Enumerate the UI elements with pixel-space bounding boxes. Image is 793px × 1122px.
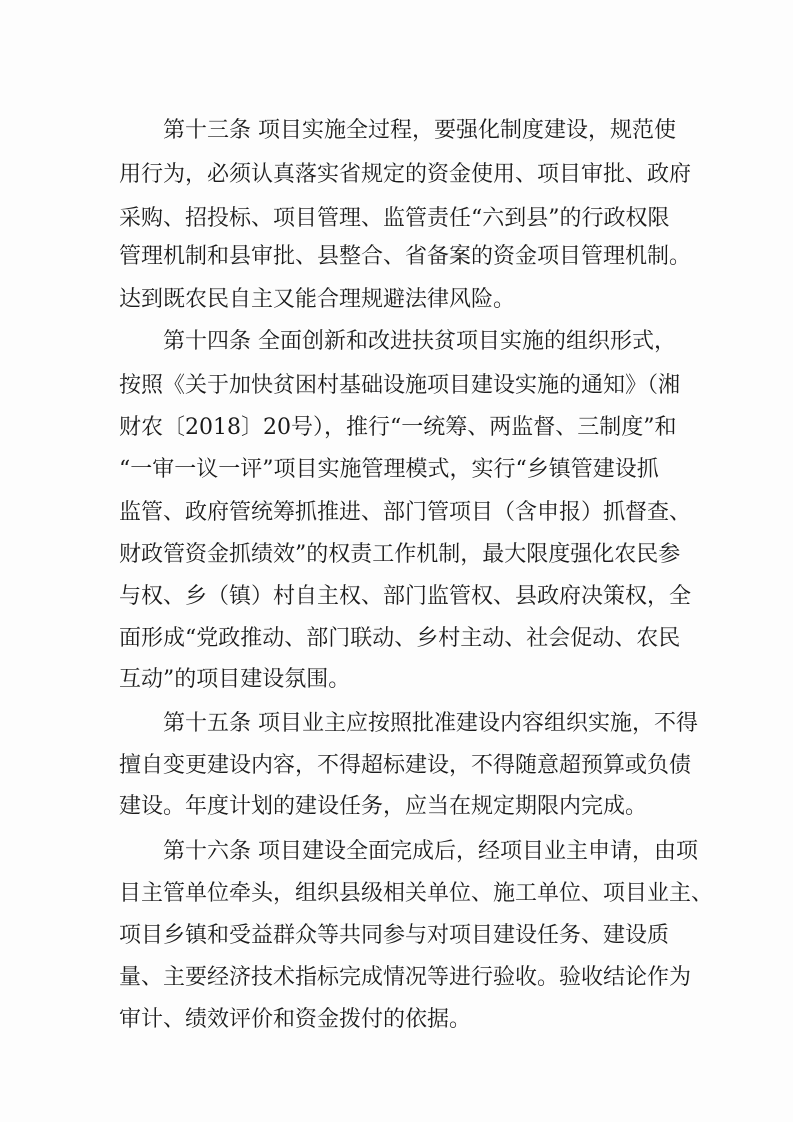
article-16-line-4: 量、主要经济技术指标完成情况等进行验收。验收结论作为 bbox=[119, 965, 692, 990]
article-13-line-2: 用行为，必须认真落实省规定的资金使用、项目审批、政府 bbox=[119, 162, 692, 187]
article-13-line-3: 采购、招投标、项目管理、监管责任“六到县”的行政权限 bbox=[119, 206, 670, 231]
article-16-line-3: 项目乡镇和受益群众等共同参与对项目建设任务、建设质 bbox=[119, 923, 670, 948]
article-16-line-5: 审计、绩效评价和资金拨付的依据。 bbox=[119, 1007, 472, 1032]
article-14-line-5: 监管、政府管统筹抓推进、部门管项目（含申报）抓督查、 bbox=[119, 500, 692, 525]
article-14-line-7: 与权、乡（镇）村自主权、部门监管权、县政府决策权，全 bbox=[119, 584, 692, 609]
article-15-line-1: 第十五条 项目业主应按照批准建设内容组织实施，不得 bbox=[163, 711, 698, 736]
article-13-line-5: 达到既农民自主又能合理规避法律风险。 bbox=[119, 287, 516, 312]
article-15-line-2: 擅自变更建设内容，不得超标建设，不得随意超预算或负债 bbox=[119, 753, 692, 778]
article-14-line-8: 面形成“党政推动、部门联动、乡村主动、社会促动、农民 bbox=[119, 626, 681, 651]
article-15-line-3: 建设。年度计划的建设任务，应当在规定期限内完成。 bbox=[119, 794, 648, 819]
article-13-line-1: 第十三条 项目实施全过程，要强化制度建设，规范使 bbox=[163, 118, 676, 143]
article-16-line-2: 目主管单位牵头，组织县级相关单位、施工单位、项目业主、 bbox=[119, 881, 714, 906]
article-14-line-1: 第十四条 全面创新和改进扶贫项目实施的组织形式， bbox=[163, 329, 676, 354]
article-16-line-1: 第十六条 项目建设全面完成后，经项目业主申请，由项 bbox=[163, 839, 698, 864]
article-14-line-2: 按照《关于加快贫困村基础设施项目建设实施的通知》（湘 bbox=[119, 373, 681, 398]
article-13-line-4: 管理机制和县审批、县整合、省备案的资金项目管理机制。 bbox=[119, 244, 692, 269]
article-14-line-9: 互动”的项目建设氛围。 bbox=[119, 667, 351, 692]
article-14-line-3: 财农〔2018〕20号），推行“一统筹、两监督、三制度”和 bbox=[119, 415, 677, 440]
article-14-line-6: 财政管资金抓绩效”的权责工作机制，最大限度强化农民参 bbox=[119, 542, 681, 567]
article-14-line-4: “一审一议一评”项目实施管理模式，实行“乡镇管建设抓 bbox=[119, 457, 659, 482]
